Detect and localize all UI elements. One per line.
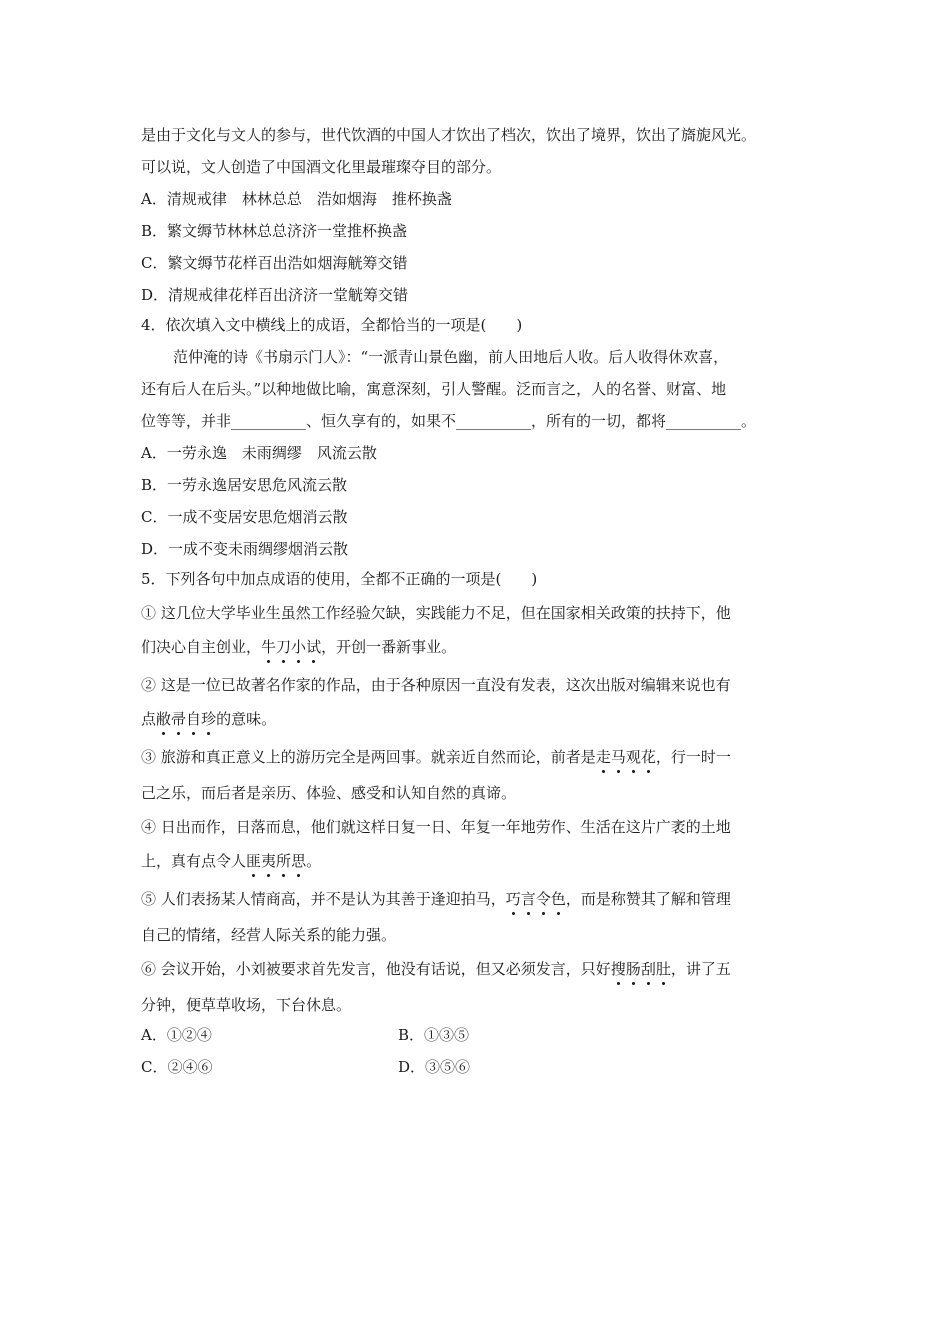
text-segment: ，讲了五 [670,960,731,978]
dotted-char: 所 [276,852,292,870]
q3-option-a: A．清规戒律 林林总总 浩如烟海 推杯换盏 [141,190,452,208]
dotted-char: 刀 [276,638,292,656]
q4-option-a: A．一劳永逸 未雨绸缪 风流云散 [141,444,377,462]
text-segment: 。 [306,852,322,870]
dotted-char: 言 [520,890,536,908]
q5-stem: 5．下列各句中加点成语的使用，全都不正确的一项是( ) [141,570,538,588]
text-segment: ，而是称赞其了解和管理 [565,890,731,908]
dotted-idiom [596,748,656,766]
text-segment: ③ 旅游和真正意义上的游历完全是两回事。就亲近自然而论，前者是 [141,748,596,766]
q5-option-a: A．①②④ [141,1026,212,1044]
dotted-char: 肠 [625,960,641,978]
dotted-char: 小 [291,638,307,656]
q5-sentence-3-line-1 [141,747,731,767]
q5-sentence-6-line-2: 分钟，便草草收场，下台休息。 [141,996,352,1014]
dotted-char: 色 [550,890,566,908]
q4-option-b: B．一劳永逸居安思危风流云散 [141,476,348,494]
dotted-char: 思 [291,852,307,870]
text-segment: ，开创一番新事业。 [321,638,457,656]
q5-sentence-5-line-1 [141,889,731,909]
dotted-char: 马 [610,748,626,766]
q5-sentence-1-line-2 [141,637,456,657]
q5-option-c: C．②④⑥ [141,1058,213,1076]
dotted-idiom [506,890,566,908]
dotted-idiom [611,960,671,978]
dotted-char: 走 [595,748,611,766]
text-segment: ，行一时一 [655,748,731,766]
text-segment: ⑤ 人们表扬某人情商高，并不是认为其善于逢迎拍马， [141,890,506,908]
q5-sentence-5-line-2: 自己的情绪，经营人际关系的能力强。 [141,926,397,944]
dotted-char: 夷 [261,852,277,870]
q4-passage-line-1: 范仲淹的诗《书扇示门人》：“一派青山景色幽，前人田地后人收。后人收得休欢喜， [173,348,729,366]
dotted-char: 自 [186,710,202,728]
q4-option-d: D．一成不变未雨绸缪烟消云散 [141,540,349,558]
q4-passage-line-3: 位等等，并非__________、恒久享有的，如果不__________，所有的一切，都将__________。 [141,412,757,430]
q5-sentence-3-line-2: 己之乐，而后者是亲历、体验、感受和认知自然的真谛。 [141,784,517,802]
q5-option-d: D．③⑤⑥ [398,1058,471,1076]
q3-option-c: C．繁文缛节花样百出浩如烟海觥筹交错 [141,254,408,272]
q4-option-c: C．一成不变居安思危烟消云散 [141,508,348,526]
dotted-char: 肚 [655,960,671,978]
dotted-idiom [246,852,306,870]
intro-line-2: 可以说，文人创造了中国酒文化里最璀璨夺目的部分。 [141,158,502,176]
q5-sentence-4-line-1: ④ 日出而作，日落而息，他们就这样日复一日、年复一年地劳作、生活在这片广袤的土地 [141,818,731,836]
dotted-char: 试 [306,638,322,656]
dotted-char: 牛 [261,638,277,656]
dotted-char: 珍 [201,710,217,728]
text-segment: 点 [141,710,157,728]
dotted-char: 匪 [246,852,262,870]
dotted-char: 帚 [171,710,187,728]
dotted-char: 敝 [156,710,172,728]
q5-option-b: B．①③⑤ [398,1026,470,1044]
text-segment: 们决心自主创业， [141,638,262,656]
q3-option-d: D．清规戒律花样百出济济一堂觥筹交错 [141,286,409,304]
q5-sentence-2-line-1: ② 这是一位已故著名作家的作品，由于各种原因一直没有发表，这次出版对编辑来说也有 [141,676,731,694]
q5-sentence-6-line-1 [141,959,731,979]
dotted-char: 巧 [505,890,521,908]
q5-sentence-1-line-1: ① 这几位大学毕业生虽然工作经验欠缺，实践能力不足，但在国家相关政策的扶持下，他 [141,604,731,622]
dotted-char: 花 [640,748,656,766]
q4-passage-line-2: 还有后人在后头。”以种地做比喻，寓意深刻，引人警醒。泛而言之，人的名誉、财富、地 [141,380,727,398]
dotted-char: 令 [535,890,551,908]
intro-line-1: 是由于文化与文人的参与，世代饮酒的中国人才饮出了档次，饮出了境界，饮出了旖旎风光。 [141,126,757,144]
dotted-char: 刮 [640,960,656,978]
dotted-idiom [261,638,321,656]
text-segment: 上，真有点令人 [141,852,247,870]
q4-stem: 4．依次填入文中横线上的成语，全都恰当的一项是( ) [141,316,523,334]
q3-option-b: B．繁文缛节林林总总济济一堂推杯换盏 [141,222,408,240]
text-segment: 的意味。 [216,710,277,728]
q5-sentence-2-line-2 [141,709,276,729]
text-segment: ⑥ 会议开始，小刘被要求首先发言，他没有话说，但又必须发言，只好 [141,960,611,978]
q5-sentence-4-line-2 [141,851,321,871]
dotted-char: 观 [625,748,641,766]
dotted-idiom [156,710,216,728]
dotted-char: 搜 [610,960,626,978]
